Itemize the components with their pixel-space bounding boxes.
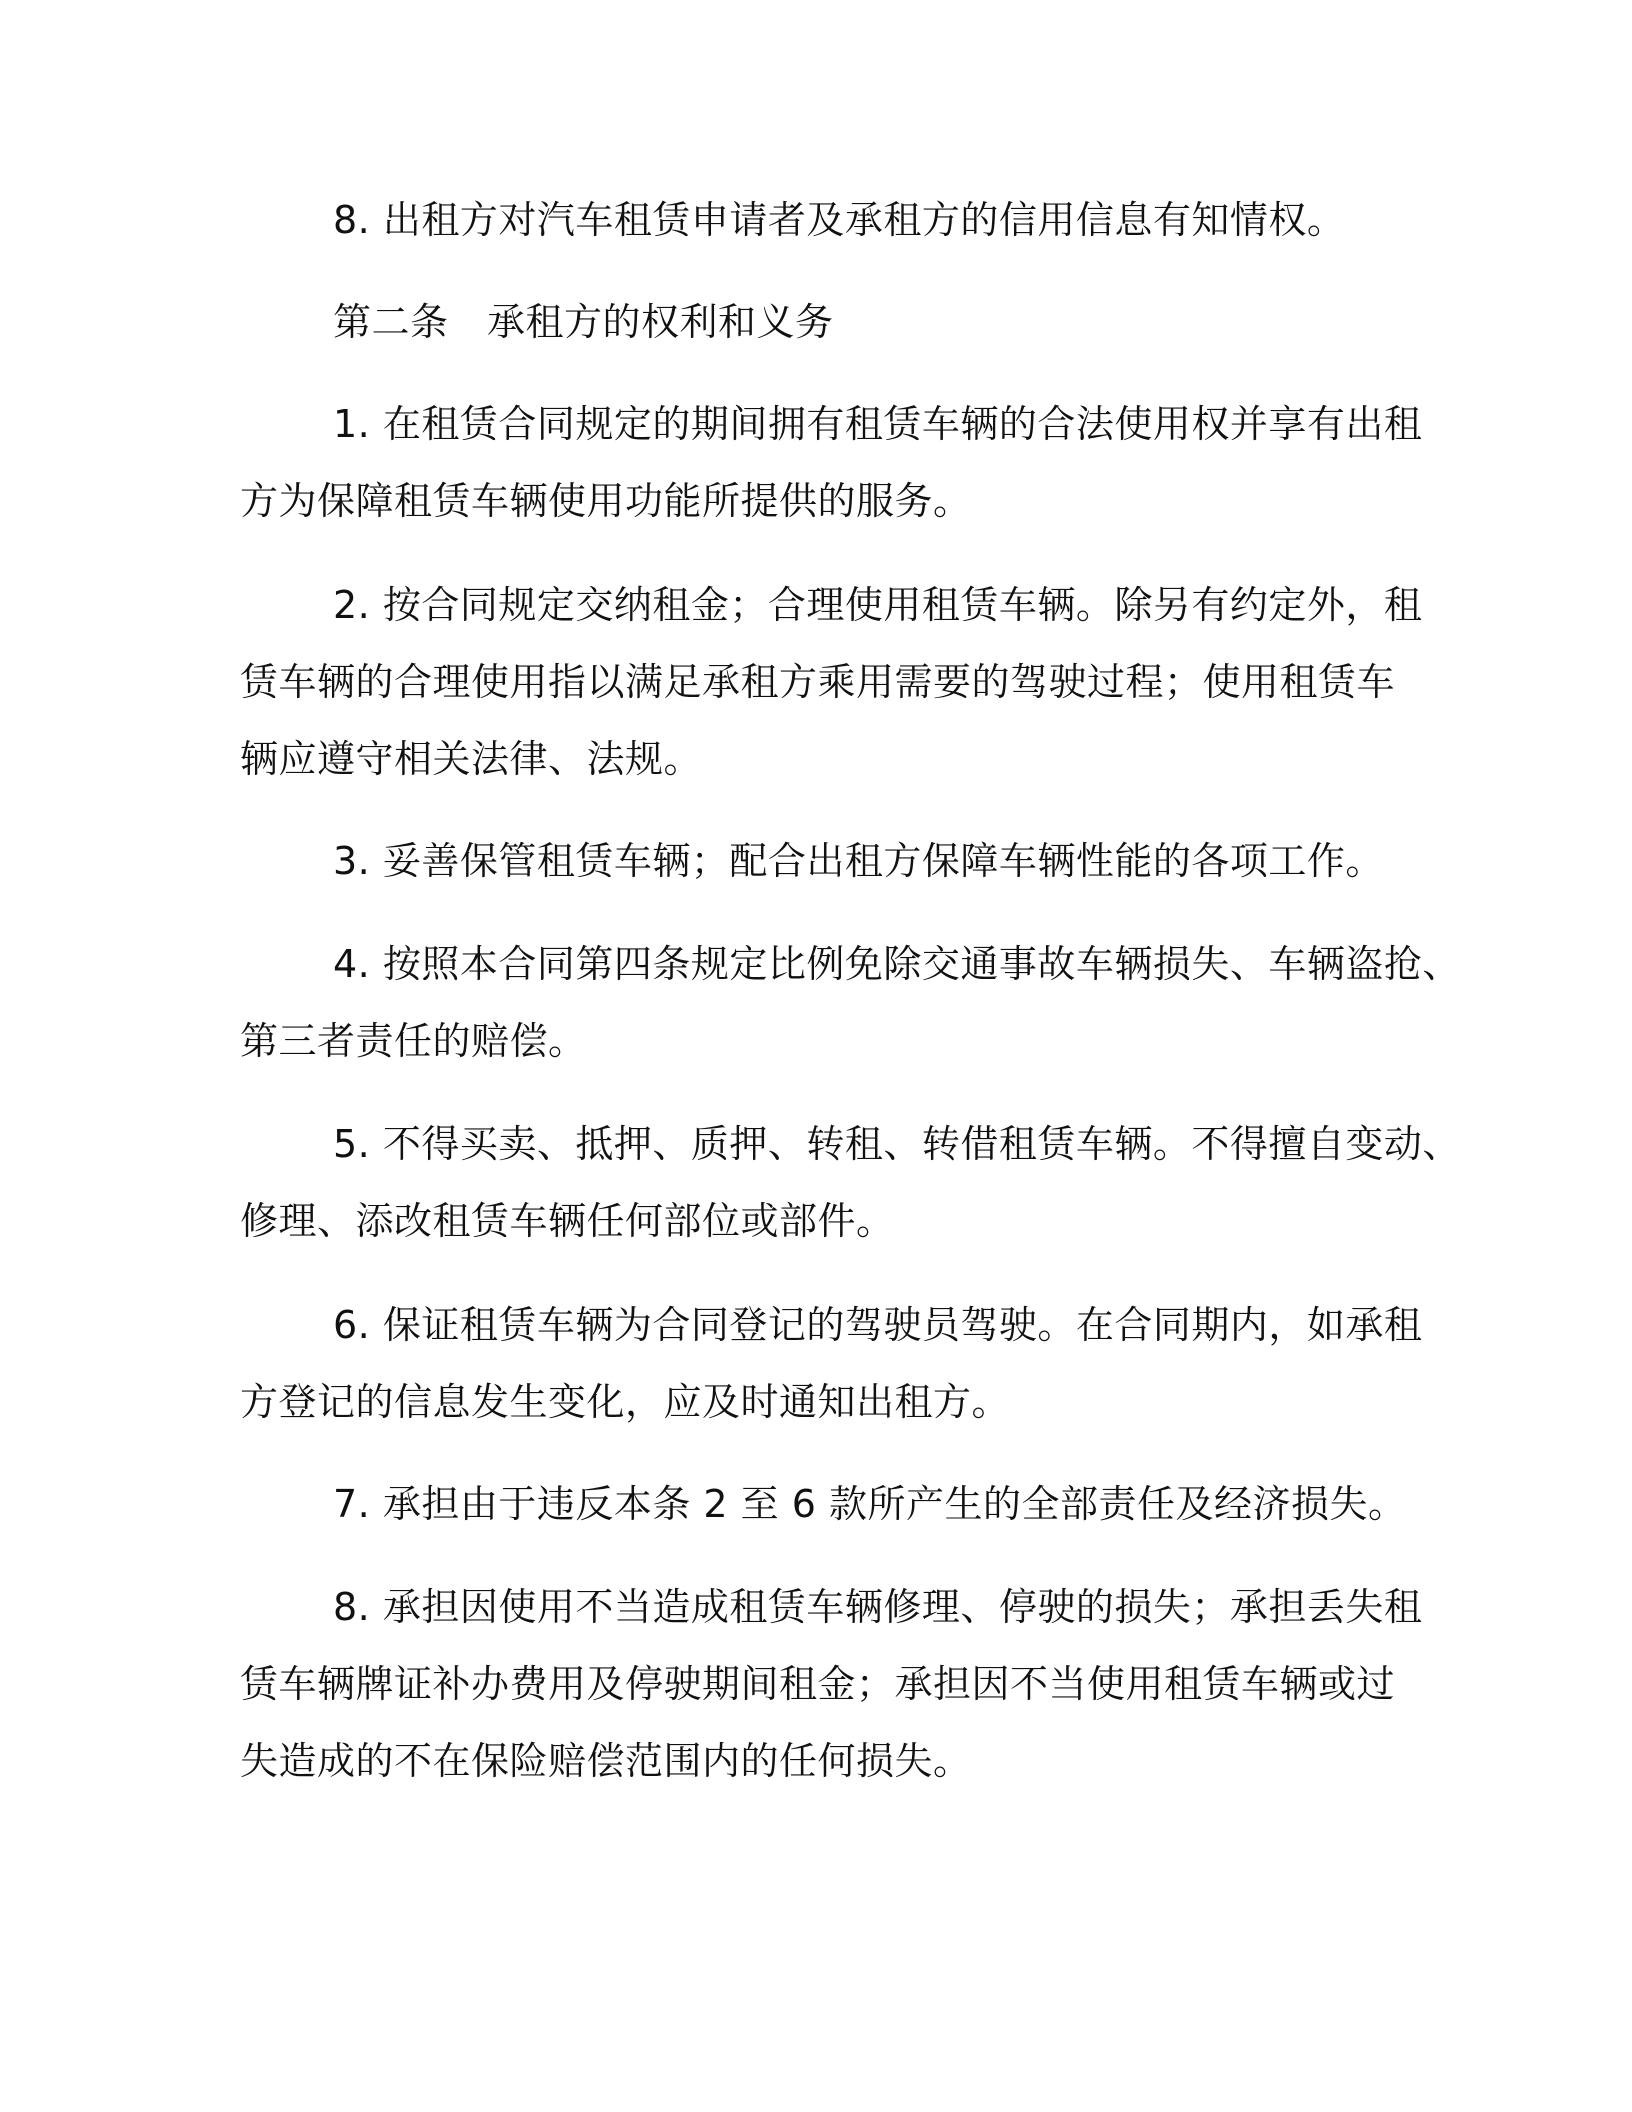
section-heading: 第二条 承租方的权利和义务 bbox=[333, 300, 834, 344]
item-4-line-1: 4. 按照本合同第四条规定比例免除交通事故车辆损失、车辆盗抢、 bbox=[333, 942, 1461, 986]
lessor-item-8: 8. 出租方对汽车租赁申请者及承租方的信用信息有知情权。 bbox=[333, 198, 1346, 242]
item-5-line-1: 5. 不得买卖、抵押、质押、转租、转借租赁车辆。不得擅自变动、 bbox=[333, 1122, 1461, 1166]
item-2-line-2: 赁车辆的合理使用指以满足承租方乘用需要的驾驶过程；使用租赁车 bbox=[240, 660, 1396, 704]
item-6-line-1: 6. 保证租赁车辆为合同登记的驾驶员驾驶。在合同期内，如承租 bbox=[333, 1303, 1423, 1347]
item-2-line-1: 2. 按合同规定交纳租金；合理使用租赁车辆。除另有约定外，租 bbox=[333, 583, 1423, 627]
item-8-line-3: 失造成的不在保险赔偿范围内的任何损失。 bbox=[240, 1739, 972, 1783]
item-8-line-2: 赁车辆牌证补办费用及停驶期间租金；承担因不当使用租赁车辆或过 bbox=[240, 1662, 1396, 1706]
item-6-line-2: 方登记的信息发生变化，应及时通知出租方。 bbox=[240, 1380, 1011, 1424]
item-7-line-1: 7. 承担由于违反本条 2 至 6 款所产生的全部责任及经济损失。 bbox=[333, 1482, 1407, 1526]
item-1-line-1: 1. 在租赁合同规定的期间拥有租赁车辆的合法使用权并享有出租 bbox=[333, 402, 1423, 446]
item-8-line-1: 8. 承担因使用不当造成租赁车辆修理、停驶的损失；承担丢失租 bbox=[333, 1585, 1423, 1629]
item-3-line-1: 3. 妥善保管租赁车辆；配合出租方保障车辆性能的各项工作。 bbox=[333, 839, 1384, 883]
item-2-line-3: 辆应遵守相关法律、法规。 bbox=[240, 737, 703, 781]
item-5-line-2: 修理、添改租赁车辆任何部位或部件。 bbox=[240, 1199, 895, 1243]
item-1-line-2: 方为保障租赁车辆使用功能所提供的服务。 bbox=[240, 479, 972, 523]
item-4-line-2: 第三者责任的赔偿。 bbox=[240, 1019, 587, 1063]
